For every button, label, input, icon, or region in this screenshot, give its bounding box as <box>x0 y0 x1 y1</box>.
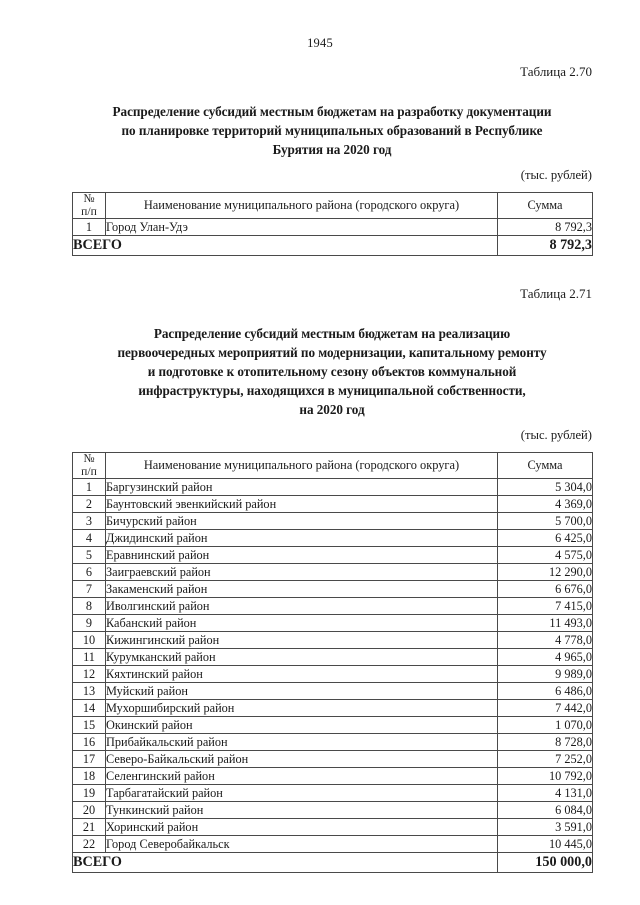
header-number-line2: п/п <box>81 204 97 218</box>
table-title-2-71 <box>72 324 592 419</box>
cell-name: Кяхтинский район <box>106 666 498 683</box>
cell-sum: 10 445,0 <box>498 836 593 853</box>
cell-name: Мухоршибирский район <box>106 700 498 717</box>
cell-number: 11 <box>73 649 106 666</box>
header-number-line2: п/п <box>81 464 97 478</box>
table-row <box>73 479 593 496</box>
table-row <box>73 581 593 598</box>
cell-number: 3 <box>73 513 106 530</box>
cell-sum: 4 778,0 <box>498 632 593 649</box>
table-body-2-71 <box>73 479 593 873</box>
table-row <box>73 802 593 819</box>
table-row <box>73 632 593 649</box>
cell-number: 21 <box>73 819 106 836</box>
section-table-2-71 <box>72 286 592 873</box>
cell-sum: 7 442,0 <box>498 700 593 717</box>
spacer <box>72 183 592 192</box>
cell-sum: 5 304,0 <box>498 479 593 496</box>
table-head <box>73 453 593 479</box>
table-row <box>73 496 593 513</box>
table-row <box>73 768 593 785</box>
table-row <box>73 615 593 632</box>
cell-name: Окинский район <box>106 717 498 734</box>
header-number-line1: № <box>83 452 95 466</box>
page-number: 1945 <box>307 36 333 50</box>
cell-number: 18 <box>73 768 106 785</box>
cell-sum: 10 792,0 <box>498 768 593 785</box>
table-row <box>73 717 593 734</box>
table-body-2-70 <box>73 219 593 256</box>
cell-name: Баунтовский эвенкийский район <box>106 496 498 513</box>
section-table-2-70 <box>72 64 592 256</box>
cell-sum: 9 989,0 <box>498 666 593 683</box>
cell-name: Кижингинский район <box>106 632 498 649</box>
title-line: и подготовке к отопительному сезону объектов коммунальной <box>147 364 517 380</box>
cell-number: 1 <box>73 479 106 496</box>
table-row <box>73 751 593 768</box>
cell-name: Еравнинский район <box>106 547 498 564</box>
table-row <box>73 513 593 530</box>
cell-number: 9 <box>73 615 106 632</box>
cell-sum: 6 486,0 <box>498 683 593 700</box>
table-row <box>73 649 593 666</box>
cell-name: Заиграевский район <box>106 564 498 581</box>
total-label: ВСЕГО <box>73 853 498 873</box>
cell-number: 5 <box>73 547 106 564</box>
document-content <box>72 64 592 873</box>
cell-name: Северо-Байкальский район <box>106 751 498 768</box>
title-line: по планировке территорий муниципальных образований в Республике <box>121 123 543 138</box>
table-row <box>73 734 593 751</box>
table-head <box>73 193 593 219</box>
column-header-sum: Сумма <box>498 193 593 219</box>
cell-sum: 8 792,3 <box>498 219 593 236</box>
cell-name: Прибайкальский район <box>106 734 498 751</box>
total-sum: 8 792,3 <box>498 236 593 256</box>
cell-sum: 6 425,0 <box>498 530 593 547</box>
table-caption-2-70: Таблица 2.70 <box>520 64 592 79</box>
cell-sum: 11 493,0 <box>498 615 593 632</box>
cell-name: Селенгинский район <box>106 768 498 785</box>
cell-number: 16 <box>73 734 106 751</box>
cell-name: Закаменский район <box>106 581 498 598</box>
spacer <box>72 419 592 428</box>
title-line: инфраструктуры, находящихся в муниципальной собственности, <box>138 383 526 399</box>
cell-sum: 4 575,0 <box>498 547 593 564</box>
table-total-row <box>73 853 593 873</box>
column-header-name: Наименование муниципального района (городского округа) <box>106 453 498 479</box>
table-total-row <box>73 236 593 256</box>
cell-number: 15 <box>73 717 106 734</box>
header-number-line1: № <box>83 192 95 205</box>
cell-sum: 12 290,0 <box>498 564 593 581</box>
cell-name: Джидинский район <box>106 530 498 547</box>
table-row <box>73 683 593 700</box>
cell-number: 22 <box>73 836 106 853</box>
cell-sum: 6 676,0 <box>498 581 593 598</box>
table-row <box>73 530 593 547</box>
subsidy-table-2-71 <box>72 452 593 873</box>
table-row <box>73 785 593 802</box>
table-row <box>73 564 593 581</box>
cell-number: 12 <box>73 666 106 683</box>
spacer <box>72 443 592 452</box>
cell-sum: 4 369,0 <box>498 496 593 513</box>
table-row <box>73 836 593 853</box>
cell-number: 7 <box>73 581 106 598</box>
column-header-sum: Сумма <box>498 453 593 479</box>
cell-number: 8 <box>73 598 106 615</box>
cell-name: Город Улан-Удэ <box>106 219 498 236</box>
title-line: Бурятия на 2020 год <box>272 142 392 157</box>
subsidy-table-2-70 <box>72 192 593 256</box>
cell-name: Тарбагатайский район <box>106 785 498 802</box>
cell-number: 6 <box>73 564 106 581</box>
cell-number: 20 <box>73 802 106 819</box>
cell-name: Кабанский район <box>106 615 498 632</box>
cell-name: Баргузинский район <box>106 479 498 496</box>
spacer <box>72 256 592 286</box>
title-line: первоочередных мероприятий по модернизации, капитальному ремонту <box>117 345 547 361</box>
column-header-name: Наименование муниципального района (городского округа) <box>106 193 498 219</box>
table-header-row <box>73 193 593 219</box>
cell-number: 19 <box>73 785 106 802</box>
cell-name: Муйский район <box>106 683 498 700</box>
total-label: ВСЕГО <box>73 236 498 256</box>
column-header-number <box>73 453 106 479</box>
table-header-row <box>73 453 593 479</box>
cell-name: Хоринский район <box>106 819 498 836</box>
cell-number: 4 <box>73 530 106 547</box>
cell-number: 2 <box>73 496 106 513</box>
cell-sum: 3 591,0 <box>498 819 593 836</box>
cell-number: 1 <box>73 219 106 236</box>
cell-name: Город Северобайкальск <box>106 836 498 853</box>
table-row <box>73 819 593 836</box>
cell-name: Тункинский район <box>106 802 498 819</box>
table-row <box>73 666 593 683</box>
cell-number: 13 <box>73 683 106 700</box>
spacer <box>72 159 592 168</box>
spacer <box>72 302 592 324</box>
cell-name: Бичурский район <box>106 513 498 530</box>
title-line: Распределение субсидий местным бюджетам на реализацию <box>153 326 511 342</box>
table-row <box>73 700 593 717</box>
table-caption-2-71: Таблица 2.71 <box>520 286 592 302</box>
cell-sum: 7 415,0 <box>498 598 593 615</box>
table-row <box>73 219 593 236</box>
cell-sum: 4 131,0 <box>498 785 593 802</box>
table-title-2-70 <box>72 102 592 159</box>
table-row <box>73 598 593 615</box>
units-label-2-70: (тыс. рублей) <box>520 168 592 182</box>
cell-sum: 4 965,0 <box>498 649 593 666</box>
title-line: на 2020 год <box>299 402 365 418</box>
title-line: Распределение субсидий местным бюджетам на разработку документации <box>112 104 552 119</box>
cell-sum: 1 070,0 <box>498 717 593 734</box>
cell-number: 10 <box>73 632 106 649</box>
units-label-2-71: (тыс. рублей) <box>520 428 592 443</box>
cell-name: Иволгинский район <box>106 598 498 615</box>
cell-name: Курумканский район <box>106 649 498 666</box>
table-row <box>73 547 593 564</box>
spacer <box>72 80 592 102</box>
cell-sum: 8 728,0 <box>498 734 593 751</box>
column-header-number <box>73 193 106 219</box>
cell-number: 14 <box>73 700 106 717</box>
cell-number: 17 <box>73 751 106 768</box>
cell-sum: 7 252,0 <box>498 751 593 768</box>
cell-sum: 5 700,0 <box>498 513 593 530</box>
cell-sum: 6 084,0 <box>498 802 593 819</box>
total-sum: 150 000,0 <box>498 853 593 873</box>
